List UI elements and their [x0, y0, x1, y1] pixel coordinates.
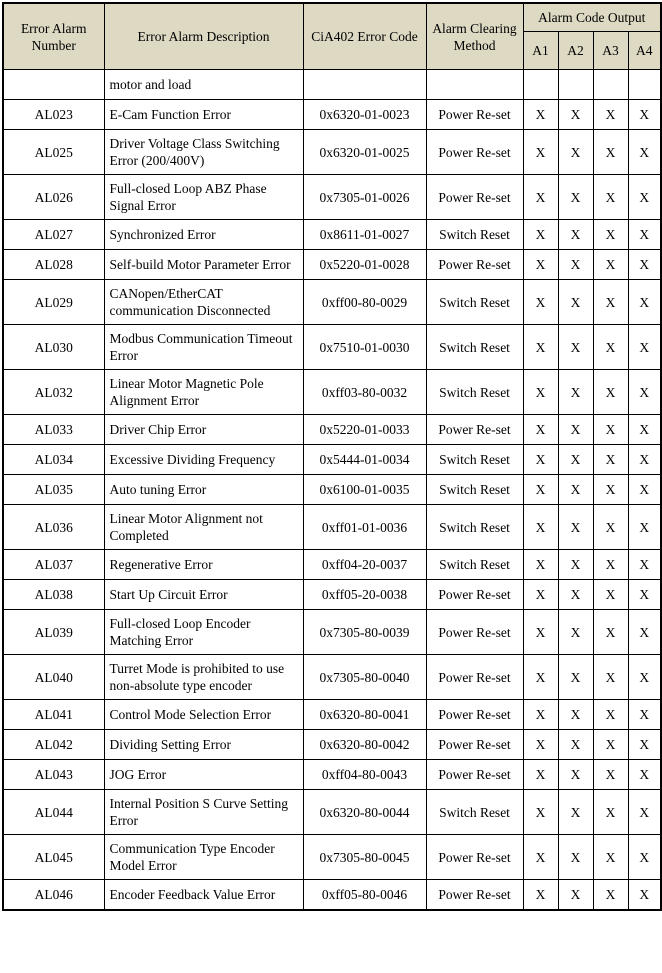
cia402-error-code-cell: 0xff05-20-0038: [303, 580, 426, 610]
alarm-output-a3-cell: X: [593, 835, 628, 880]
alarm-output-a1-cell: X: [523, 475, 558, 505]
alarm-output-a3-cell: X: [593, 610, 628, 655]
error-alarm-number-cell: AL023: [3, 100, 104, 130]
alarm-clearing-method-cell: Switch Reset: [426, 370, 523, 415]
cia402-error-code-cell: 0xff04-20-0037: [303, 550, 426, 580]
error-alarm-number-cell: AL035: [3, 475, 104, 505]
error-alarm-table: [2, 2, 662, 911]
alarm-output-a4-cell: [628, 70, 661, 100]
alarm-output-a4-cell: X: [628, 700, 661, 730]
alarm-output-a4-cell: X: [628, 610, 661, 655]
alarm-output-a2-cell: X: [558, 835, 593, 880]
alarm-output-a4-cell: X: [628, 220, 661, 250]
alarm-output-a2-cell: X: [558, 175, 593, 220]
alarm-output-a2-cell: X: [558, 130, 593, 175]
error-alarm-number-cell: AL025: [3, 130, 104, 175]
error-alarm-number-cell: AL043: [3, 760, 104, 790]
alarm-output-a2-cell: X: [558, 790, 593, 835]
alarm-output-a2-cell: [558, 70, 593, 100]
alarm-output-a2-cell: X: [558, 880, 593, 910]
cia402-error-code-cell: 0x6320-80-0041: [303, 700, 426, 730]
header-error-alarm-description: Error Alarm Description: [104, 3, 303, 70]
cia402-error-code-cell: 0x6320-01-0025: [303, 130, 426, 175]
alarm-output-a1-cell: X: [523, 175, 558, 220]
cia402-error-code-cell: 0x7510-01-0030: [303, 325, 426, 370]
alarm-output-a1-cell: X: [523, 790, 558, 835]
error-alarm-description-cell: Excessive Dividing Frequency: [104, 445, 303, 475]
alarm-output-a4-cell: X: [628, 790, 661, 835]
header-error-alarm-number: Error Alarm Number: [3, 3, 104, 70]
alarm-output-a4-cell: X: [628, 445, 661, 475]
table-row: [3, 880, 661, 910]
alarm-output-a3-cell: X: [593, 370, 628, 415]
cia402-error-code-cell: 0x7305-01-0026: [303, 175, 426, 220]
alarm-output-a1-cell: X: [523, 370, 558, 415]
error-alarm-number-cell: AL041: [3, 700, 104, 730]
table-row: [3, 835, 661, 880]
table-row: [3, 175, 661, 220]
alarm-output-a2-cell: X: [558, 445, 593, 475]
alarm-output-a3-cell: X: [593, 415, 628, 445]
alarm-output-a2-cell: X: [558, 505, 593, 550]
error-alarm-description-cell: Self-build Motor Parameter Error: [104, 250, 303, 280]
alarm-output-a3-cell: X: [593, 760, 628, 790]
cia402-error-code-cell: 0x5444-01-0034: [303, 445, 426, 475]
alarm-output-a4-cell: X: [628, 580, 661, 610]
error-alarm-description-cell: Modbus Communication Timeout Error: [104, 325, 303, 370]
alarm-output-a1-cell: X: [523, 550, 558, 580]
alarm-output-a1-cell: X: [523, 835, 558, 880]
error-alarm-description-cell: Regenerative Error: [104, 550, 303, 580]
cia402-error-code-cell: 0x7305-80-0039: [303, 610, 426, 655]
alarm-output-a4-cell: X: [628, 655, 661, 700]
cia402-error-code-cell: 0x6320-80-0042: [303, 730, 426, 760]
cia402-error-code-cell: 0xff05-80-0046: [303, 880, 426, 910]
alarm-clearing-method-cell: Power Re-set: [426, 580, 523, 610]
alarm-clearing-method-cell: Power Re-set: [426, 880, 523, 910]
alarm-output-a2-cell: X: [558, 580, 593, 610]
error-alarm-number-cell: AL027: [3, 220, 104, 250]
cia402-error-code-cell: 0xff01-01-0036: [303, 505, 426, 550]
cia402-error-code-cell: 0x6100-01-0035: [303, 475, 426, 505]
table-row: [3, 730, 661, 760]
error-alarm-description-cell: motor and load: [104, 70, 303, 100]
alarm-output-a3-cell: X: [593, 700, 628, 730]
table-row: [3, 580, 661, 610]
alarm-output-a2-cell: X: [558, 475, 593, 505]
error-alarm-description-cell: Start Up Circuit Error: [104, 580, 303, 610]
error-alarm-number-cell: AL033: [3, 415, 104, 445]
error-alarm-description-cell: Driver Voltage Class Switching Error (200/400V): [104, 130, 303, 175]
error-alarm-description-cell: Linear Motor Alignment not Completed: [104, 505, 303, 550]
alarm-clearing-method-cell: Power Re-set: [426, 250, 523, 280]
alarm-output-a3-cell: X: [593, 280, 628, 325]
alarm-output-a4-cell: X: [628, 250, 661, 280]
alarm-output-a2-cell: X: [558, 550, 593, 580]
error-alarm-number-cell: AL032: [3, 370, 104, 415]
alarm-clearing-method-cell: Power Re-set: [426, 415, 523, 445]
alarm-output-a3-cell: X: [593, 730, 628, 760]
error-alarm-number-cell: AL046: [3, 880, 104, 910]
error-alarm-description-cell: Auto tuning Error: [104, 475, 303, 505]
alarm-output-a1-cell: X: [523, 610, 558, 655]
error-alarm-description-cell: JOG Error: [104, 760, 303, 790]
error-alarm-description-cell: Driver Chip Error: [104, 415, 303, 445]
cia402-error-code-cell: 0x5220-01-0028: [303, 250, 426, 280]
error-alarm-number-cell: AL029: [3, 280, 104, 325]
cia402-error-code-cell: 0x5220-01-0033: [303, 415, 426, 445]
alarm-output-a4-cell: X: [628, 730, 661, 760]
error-alarm-number-cell: AL044: [3, 790, 104, 835]
error-alarm-description-cell: Full-closed Loop ABZ Phase Signal Error: [104, 175, 303, 220]
alarm-output-a1-cell: X: [523, 880, 558, 910]
cia402-error-code-cell: 0x8611-01-0027: [303, 220, 426, 250]
error-alarm-number-cell: [3, 70, 104, 100]
alarm-clearing-method-cell: [426, 70, 523, 100]
alarm-clearing-method-cell: Power Re-set: [426, 835, 523, 880]
header-a2: A2: [558, 32, 593, 70]
alarm-output-a4-cell: X: [628, 280, 661, 325]
alarm-output-a3-cell: X: [593, 445, 628, 475]
alarm-output-a3-cell: X: [593, 100, 628, 130]
error-alarm-description-cell: Communication Type Encoder Model Error: [104, 835, 303, 880]
table-row: [3, 220, 661, 250]
cia402-error-code-cell: 0xff00-80-0029: [303, 280, 426, 325]
alarm-output-a3-cell: X: [593, 250, 628, 280]
table-row: [3, 550, 661, 580]
alarm-output-a3-cell: X: [593, 790, 628, 835]
table-row: [3, 250, 661, 280]
alarm-output-a2-cell: X: [558, 760, 593, 790]
table-row: [3, 415, 661, 445]
alarm-output-a2-cell: X: [558, 610, 593, 655]
alarm-output-a2-cell: X: [558, 250, 593, 280]
error-alarm-number-cell: AL042: [3, 730, 104, 760]
error-alarm-number-cell: AL040: [3, 655, 104, 700]
header-cia402-error-code: CiA402 Error Code: [303, 3, 426, 70]
alarm-clearing-method-cell: Switch Reset: [426, 220, 523, 250]
alarm-clearing-method-cell: Switch Reset: [426, 505, 523, 550]
alarm-clearing-method-cell: Switch Reset: [426, 790, 523, 835]
alarm-clearing-method-cell: Power Re-set: [426, 760, 523, 790]
table-row: [3, 370, 661, 415]
alarm-output-a4-cell: X: [628, 760, 661, 790]
alarm-clearing-method-cell: Power Re-set: [426, 700, 523, 730]
alarm-clearing-method-cell: Switch Reset: [426, 475, 523, 505]
table-row: [3, 130, 661, 175]
alarm-output-a3-cell: [593, 70, 628, 100]
table-row: [3, 280, 661, 325]
alarm-output-a3-cell: X: [593, 220, 628, 250]
error-alarm-number-cell: AL037: [3, 550, 104, 580]
error-alarm-description-cell: Internal Position S Curve Setting Error: [104, 790, 303, 835]
table-row: [3, 610, 661, 655]
error-alarm-description-cell: Synchronized Error: [104, 220, 303, 250]
alarm-output-a1-cell: X: [523, 325, 558, 370]
alarm-output-a3-cell: X: [593, 175, 628, 220]
error-alarm-description-cell: E-Cam Function Error: [104, 100, 303, 130]
error-alarm-number-cell: AL030: [3, 325, 104, 370]
alarm-output-a1-cell: X: [523, 130, 558, 175]
alarm-output-a4-cell: X: [628, 835, 661, 880]
alarm-output-a1-cell: X: [523, 505, 558, 550]
alarm-clearing-method-cell: Power Re-set: [426, 175, 523, 220]
alarm-output-a1-cell: X: [523, 445, 558, 475]
error-alarm-description-cell: Linear Motor Magnetic Pole Alignment Error: [104, 370, 303, 415]
alarm-output-a4-cell: X: [628, 505, 661, 550]
cia402-error-code-cell: [303, 70, 426, 100]
alarm-output-a2-cell: X: [558, 100, 593, 130]
alarm-output-a1-cell: X: [523, 280, 558, 325]
error-alarm-description-cell: Encoder Feedback Value Error: [104, 880, 303, 910]
alarm-output-a1-cell: X: [523, 655, 558, 700]
alarm-output-a2-cell: X: [558, 655, 593, 700]
header-a4: A4: [628, 32, 661, 70]
alarm-output-a2-cell: X: [558, 415, 593, 445]
header-alarm-code-output: Alarm Code Output: [523, 3, 661, 32]
error-alarm-number-cell: AL038: [3, 580, 104, 610]
error-alarm-number-cell: AL034: [3, 445, 104, 475]
alarm-output-a1-cell: X: [523, 100, 558, 130]
alarm-clearing-method-cell: Power Re-set: [426, 655, 523, 700]
error-alarm-number-cell: AL036: [3, 505, 104, 550]
alarm-output-a3-cell: X: [593, 325, 628, 370]
table-row: [3, 325, 661, 370]
error-alarm-description-cell: CANopen/EtherCAT communication Disconnected: [104, 280, 303, 325]
table-row: [3, 760, 661, 790]
error-alarm-description-cell: Dividing Setting Error: [104, 730, 303, 760]
alarm-clearing-method-cell: Power Re-set: [426, 610, 523, 655]
alarm-output-a2-cell: X: [558, 280, 593, 325]
error-alarm-number-cell: AL045: [3, 835, 104, 880]
error-alarm-number-cell: AL028: [3, 250, 104, 280]
alarm-output-a1-cell: X: [523, 220, 558, 250]
alarm-output-a1-cell: X: [523, 760, 558, 790]
alarm-clearing-method-cell: Power Re-set: [426, 130, 523, 175]
alarm-clearing-method-cell: Power Re-set: [426, 100, 523, 130]
alarm-output-a4-cell: X: [628, 175, 661, 220]
alarm-clearing-method-cell: Power Re-set: [426, 730, 523, 760]
error-alarm-description-cell: Full-closed Loop Encoder Matching Error: [104, 610, 303, 655]
cia402-error-code-cell: 0x6320-01-0023: [303, 100, 426, 130]
cia402-error-code-cell: 0xff03-80-0032: [303, 370, 426, 415]
table-body: [3, 70, 661, 910]
table-row: [3, 790, 661, 835]
error-alarm-number-cell: AL026: [3, 175, 104, 220]
alarm-output-a2-cell: X: [558, 325, 593, 370]
alarm-output-a3-cell: X: [593, 505, 628, 550]
table-row: [3, 100, 661, 130]
alarm-output-a4-cell: X: [628, 370, 661, 415]
table-row: [3, 445, 661, 475]
alarm-output-a2-cell: X: [558, 730, 593, 760]
table-header: [3, 3, 661, 70]
cia402-error-code-cell: 0xff04-80-0043: [303, 760, 426, 790]
header-alarm-clearing-method: Alarm Clearing Method: [426, 3, 523, 70]
alarm-output-a4-cell: X: [628, 550, 661, 580]
alarm-output-a1-cell: X: [523, 700, 558, 730]
alarm-output-a3-cell: X: [593, 550, 628, 580]
error-alarm-description-cell: Turret Mode is prohibited to use non-absolute type encoder: [104, 655, 303, 700]
alarm-clearing-method-cell: Switch Reset: [426, 280, 523, 325]
alarm-output-a1-cell: X: [523, 580, 558, 610]
table-row: [3, 505, 661, 550]
alarm-output-a2-cell: X: [558, 700, 593, 730]
alarm-clearing-method-cell: Switch Reset: [426, 550, 523, 580]
cia402-error-code-cell: 0x7305-80-0040: [303, 655, 426, 700]
alarm-output-a3-cell: X: [593, 475, 628, 505]
alarm-output-a4-cell: X: [628, 475, 661, 505]
alarm-output-a4-cell: X: [628, 880, 661, 910]
alarm-output-a2-cell: X: [558, 220, 593, 250]
table-row: [3, 655, 661, 700]
header-a1: A1: [523, 32, 558, 70]
error-alarm-description-cell: Control Mode Selection Error: [104, 700, 303, 730]
alarm-output-a4-cell: X: [628, 415, 661, 445]
alarm-output-a2-cell: X: [558, 370, 593, 415]
alarm-output-a3-cell: X: [593, 580, 628, 610]
alarm-output-a4-cell: X: [628, 130, 661, 175]
alarm-output-a1-cell: X: [523, 415, 558, 445]
table-row: [3, 475, 661, 505]
alarm-output-a1-cell: X: [523, 730, 558, 760]
alarm-output-a3-cell: X: [593, 130, 628, 175]
alarm-output-a3-cell: X: [593, 655, 628, 700]
alarm-clearing-method-cell: Switch Reset: [426, 325, 523, 370]
error-alarm-number-cell: AL039: [3, 610, 104, 655]
table-row: [3, 70, 661, 100]
alarm-output-a4-cell: X: [628, 325, 661, 370]
table-row: [3, 700, 661, 730]
alarm-clearing-method-cell: Switch Reset: [426, 445, 523, 475]
cia402-error-code-cell: 0x7305-80-0045: [303, 835, 426, 880]
alarm-output-a3-cell: X: [593, 880, 628, 910]
header-a3: A3: [593, 32, 628, 70]
alarm-output-a1-cell: [523, 70, 558, 100]
alarm-output-a4-cell: X: [628, 100, 661, 130]
alarm-output-a1-cell: X: [523, 250, 558, 280]
cia402-error-code-cell: 0x6320-80-0044: [303, 790, 426, 835]
